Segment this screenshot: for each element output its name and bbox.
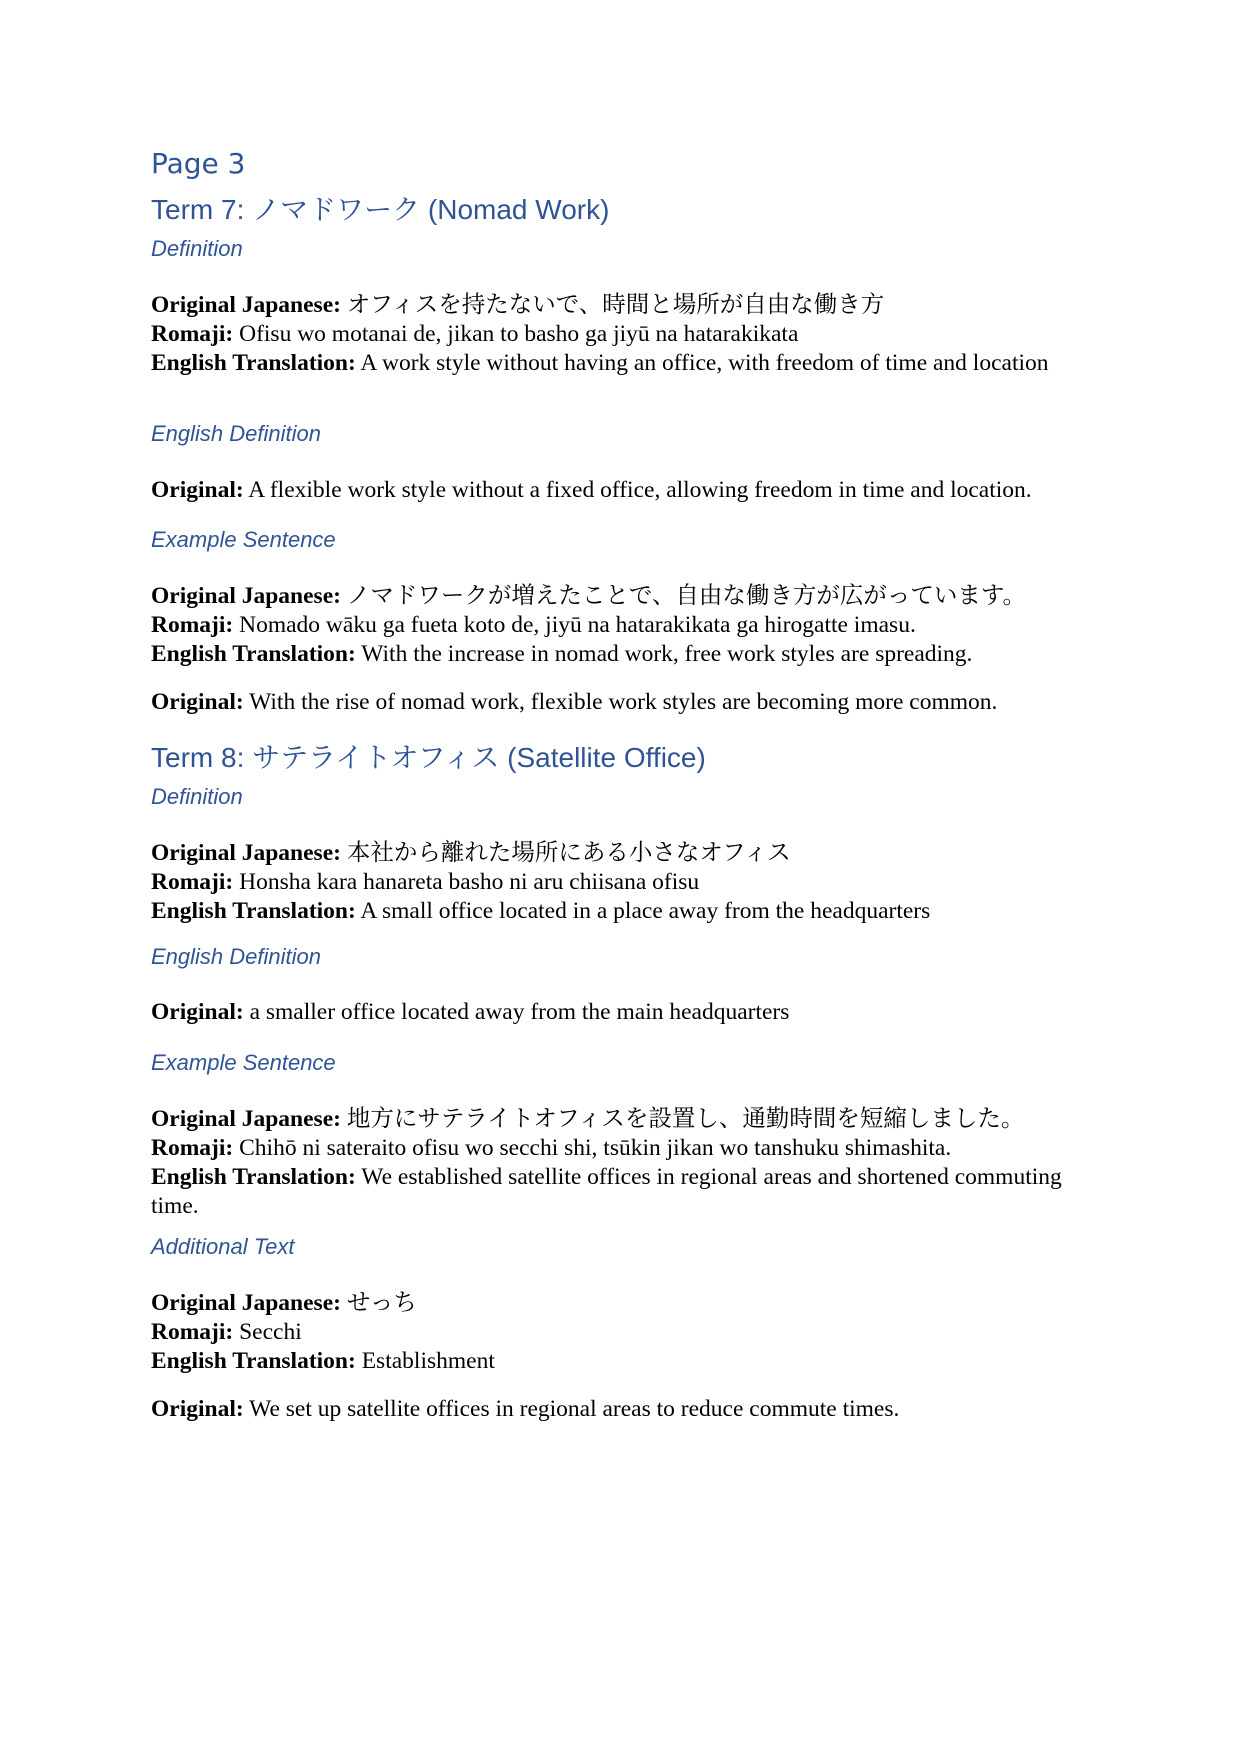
- english-definition-block: [151, 998, 1111, 1027]
- term-heading: Term 7: ノマドワーク (Nomad Work): [151, 194, 610, 225]
- romaji-label: Romaji:: [151, 1135, 234, 1161]
- section-label-english-definition: English Definition: [151, 421, 321, 446]
- original-text: a smaller office located away from the main headquarters: [249, 999, 790, 1025]
- japanese-line: [151, 291, 1111, 320]
- japanese-line: [151, 839, 1111, 868]
- original-line: [151, 688, 1111, 717]
- japanese-line: [151, 1105, 1111, 1134]
- original-line: [151, 476, 1111, 505]
- japanese-text: ノマドワークが増えたことで、自由な働き方が広がっています。: [346, 583, 1026, 609]
- original-japanese-label: Original Japanese:: [151, 840, 341, 866]
- definition-block: [151, 839, 1111, 926]
- example-block: [151, 582, 1111, 669]
- original-japanese-label: Original Japanese:: [151, 1106, 341, 1132]
- original-japanese-label: Original Japanese:: [151, 292, 341, 318]
- romaji-label: Romaji:: [151, 321, 234, 347]
- english-definition-block: [151, 476, 1111, 505]
- english-translation-label: English Translation:: [151, 898, 356, 924]
- translation-line: [151, 1347, 1111, 1376]
- original-japanese-label: Original Japanese:: [151, 1290, 341, 1316]
- romaji-text: Ofisu wo motanai de, jikan to basho ga jiyū na hatarakikata: [239, 321, 799, 347]
- section-label-definition: Definition: [151, 784, 243, 809]
- translation-text: We established satellite offices in regional areas and shortened commuting time.: [151, 1164, 1062, 1219]
- english-translation-label: English Translation:: [151, 641, 356, 667]
- english-translation-label: English Translation:: [151, 1348, 356, 1374]
- romaji-line: [151, 1318, 1111, 1347]
- romaji-label: Romaji:: [151, 869, 234, 895]
- romaji-line: [151, 611, 1111, 640]
- original-label: Original:: [151, 999, 244, 1025]
- original-label: Original:: [151, 477, 244, 503]
- japanese-text: 地方にサテライトオフィスを設置し、通勤時間を短縮しました。: [346, 1106, 1025, 1132]
- japanese-line: [151, 1289, 1111, 1318]
- romaji-text: Secchi: [239, 1319, 302, 1345]
- original-line: [151, 1395, 1111, 1424]
- translation-text: With the increase in nomad work, free work styles are spreading.: [361, 641, 973, 667]
- romaji-text: Honsha kara hanareta basho ni aru chiisana ofisu: [239, 869, 700, 895]
- japanese-text: オフィスを持たないで、時間と場所が自由な働き方: [346, 292, 885, 318]
- translation-line: [151, 640, 1111, 669]
- section-label-english-definition: English Definition: [151, 944, 321, 969]
- original-text: With the rise of nomad work, flexible work styles are becoming more common.: [249, 689, 998, 715]
- additional-original-block: [151, 1395, 1111, 1424]
- romaji-line: [151, 320, 1111, 349]
- romaji-label: Romaji:: [151, 1319, 234, 1345]
- translation-text: A work style without having an office, with freedom of time and location: [360, 350, 1049, 376]
- japanese-line: [151, 582, 1111, 611]
- romaji-label: Romaji:: [151, 612, 234, 638]
- original-label: Original:: [151, 1396, 244, 1422]
- translation-line: [151, 897, 1111, 926]
- original-line: [151, 998, 1111, 1027]
- english-translation-label: English Translation:: [151, 350, 356, 376]
- term-heading: Term 8: サテライトオフィス (Satellite Office): [151, 742, 706, 773]
- section-label-definition: Definition: [151, 236, 243, 261]
- page-title: Page 3: [151, 147, 246, 180]
- translation-text: A small office located in a place away from the headquarters: [360, 898, 931, 924]
- section-label-example-sentence: Example Sentence: [151, 1050, 336, 1075]
- example-block: [151, 1105, 1111, 1221]
- section-label-example-sentence: Example Sentence: [151, 527, 336, 552]
- translation-line: [151, 349, 1111, 378]
- english-translation-label: English Translation:: [151, 1164, 356, 1190]
- original-label: Original:: [151, 689, 244, 715]
- additional-block: [151, 1289, 1111, 1376]
- definition-block: [151, 291, 1111, 378]
- section-label-additional-text: Additional Text: [151, 1234, 295, 1259]
- romaji-line: [151, 868, 1111, 897]
- original-text: A flexible work style without a fixed office, allowing freedom in time and location.: [248, 477, 1032, 503]
- original-japanese-label: Original Japanese:: [151, 583, 341, 609]
- romaji-text: Nomado wāku ga fueta koto de, jiyū na hatarakikata ga hirogatte imasu.: [239, 612, 916, 638]
- translation-line: [151, 1163, 1111, 1221]
- translation-text: Establishment: [361, 1348, 495, 1374]
- original-text: We set up satellite offices in regional areas to reduce commute times.: [249, 1396, 900, 1422]
- japanese-text: 本社から離れた場所にある小さなオフィス: [346, 840, 791, 866]
- romaji-text: Chihō ni sateraito ofisu wo secchi shi, tsūkin jikan wo tanshuku shimashita.: [239, 1135, 952, 1161]
- japanese-text: せっち: [346, 1290, 417, 1316]
- romaji-line: [151, 1134, 1111, 1163]
- example-original-block: [151, 688, 1111, 717]
